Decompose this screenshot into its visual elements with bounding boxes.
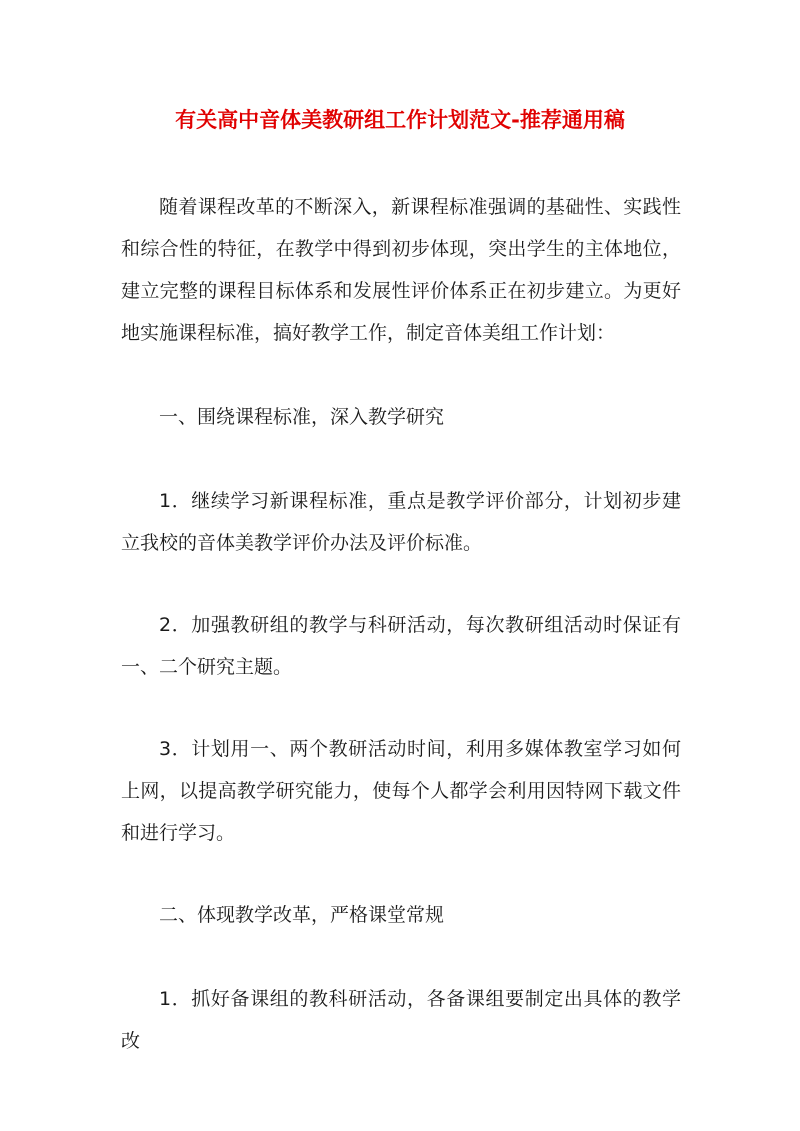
section-1-item-3: 3．计划用一、两个教研活动时间，利用多媒体教室学习如何上网，以提高教学研究能力，使每个人都学会利用因特网下载文件和进行学习。 <box>121 738 681 844</box>
section-2-item-1: 1．抓好备课组的教科研活动，各备课组要制定出具体的教学改 <box>121 988 681 1052</box>
section-1-item-2: 2．加强教研组的教学与科研活动，每次教研组活动时保证有一、二个研究主题。 <box>121 614 681 678</box>
section-1-item-1: 1．继续学习新课程标准，重点是教学评价部分，计划初步建立我校的音体美教学评价办法及评价标准。 <box>121 490 681 554</box>
intro-paragraph: 随着课程改革的不断深入，新课程标准强调的基础性、实践性和综合性的特征，在教学中得到初步体现，突出学生的主体地位，建立完整的课程目标体系和发展性评价体系正在初步建立。为更好地实施课程标准，搞好教学工作，制定音体美组工作计划： <box>121 196 681 344</box>
document-title: 有关高中音体美教研组工作计划范文-推荐通用稿 <box>175 108 625 132</box>
section-1-heading: 一、围绕课程标准，深入教学研究 <box>159 406 445 428</box>
section-2-heading: 二、体现教学改革，严格课堂常规 <box>159 904 445 926</box>
